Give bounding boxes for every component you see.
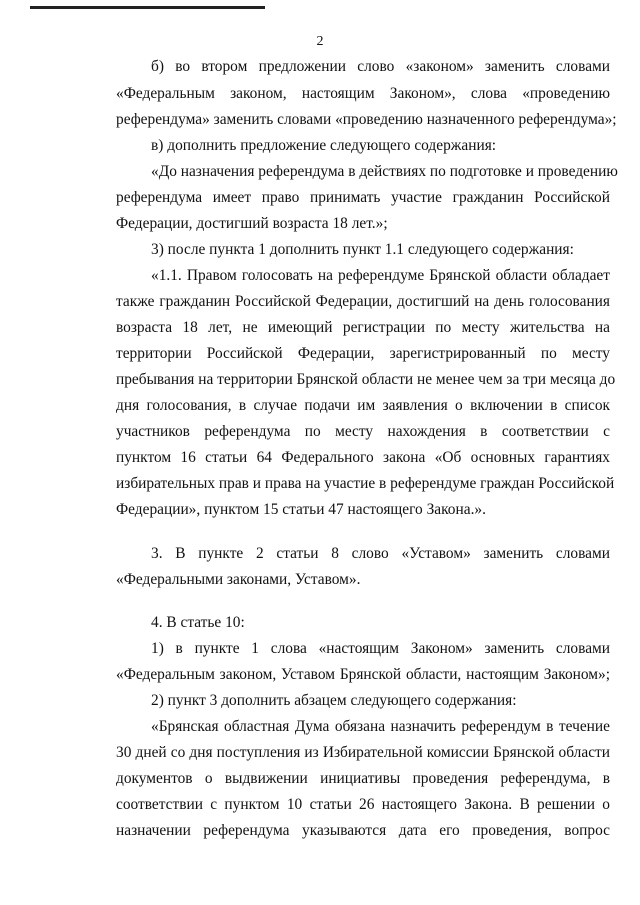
top-rule [30,6,265,9]
body-line: соответствии с пунктом 10 статьи 26 настоящего Закона. В решении о [116,796,610,813]
body-line: пунктом 16 статьи 64 Федерального закона «Об основных гарантиях [116,449,610,466]
body-line: дня голосования, в случае подачи им заявления о включении в список [116,397,610,414]
body-line: территории Российской Федерации, зарегистрированный по месту [116,345,610,362]
body-line: «1.1. Правом голосовать на референдуме Брянской области обладает [151,267,610,284]
body-line: 3) после пункта 1 дополнить пункт 1.1 следующего содержания: [151,241,574,258]
body-line: Федерации, достигший возраста 18 лет.»; [116,215,388,232]
body-line: назначении референдума указываются дата его проведения, вопрос [116,822,610,839]
body-line: 30 дней со дня поступления из Избирательной комиссии Брянской области [116,744,610,761]
body-line: возраста 18 лет, не имеющий регистрации по месту жительства на [116,319,610,336]
body-line: участников референдума по месту нахождения в соответствии с [116,423,610,440]
body-line: «До назначения референдума в действиях по подготовке и проведению [151,163,618,180]
body-line: «Федеральным законом, Уставом Брянской области, настоящим Законом»; [116,666,610,683]
page-number: 2 [316,34,324,49]
body-line: в) дополнить предложение следующего содержания: [151,137,497,154]
body-line: «Федеральными законами, Уставом». [116,571,361,588]
body-line: «Брянская областная Дума обязана назначить референдум в течение [151,718,610,735]
body-line: «Федеральным законом, настоящим Законом», слова «проведению [116,85,610,102]
body-line: также гражданин Российской Федерации, достигший на день голосования [116,293,610,310]
body-line: референдума имеет право принимать участие гражданин Российской [116,189,610,206]
body-line: 4. В статье 10: [151,614,245,631]
body-line: пребывания на территории Брянской области не менее чем за три месяца до [116,371,616,388]
body-line: референдума» заменить словами «проведению назначенного референдума»; [116,111,617,128]
body-line: 1) в пункте 1 слова «настоящим Законом» заменить словами [151,640,610,657]
body-line: б) во втором предложении слово «законом» заменить словами [151,58,610,75]
body-line: документов о выдвижении инициативы проведения референдума, в [116,770,610,787]
body-line: 3. В пункте 2 статьи 8 слово «Уставом» заменить словами [151,545,610,562]
body-line: Федерации», пунктом 15 статьи 47 настоящего Закона.». [116,501,486,518]
body-line: 2) пункт 3 дополнить абзацем следующего содержания: [151,692,517,709]
body-line: избирательных прав и права на участие в референдуме граждан Российской [116,475,615,492]
